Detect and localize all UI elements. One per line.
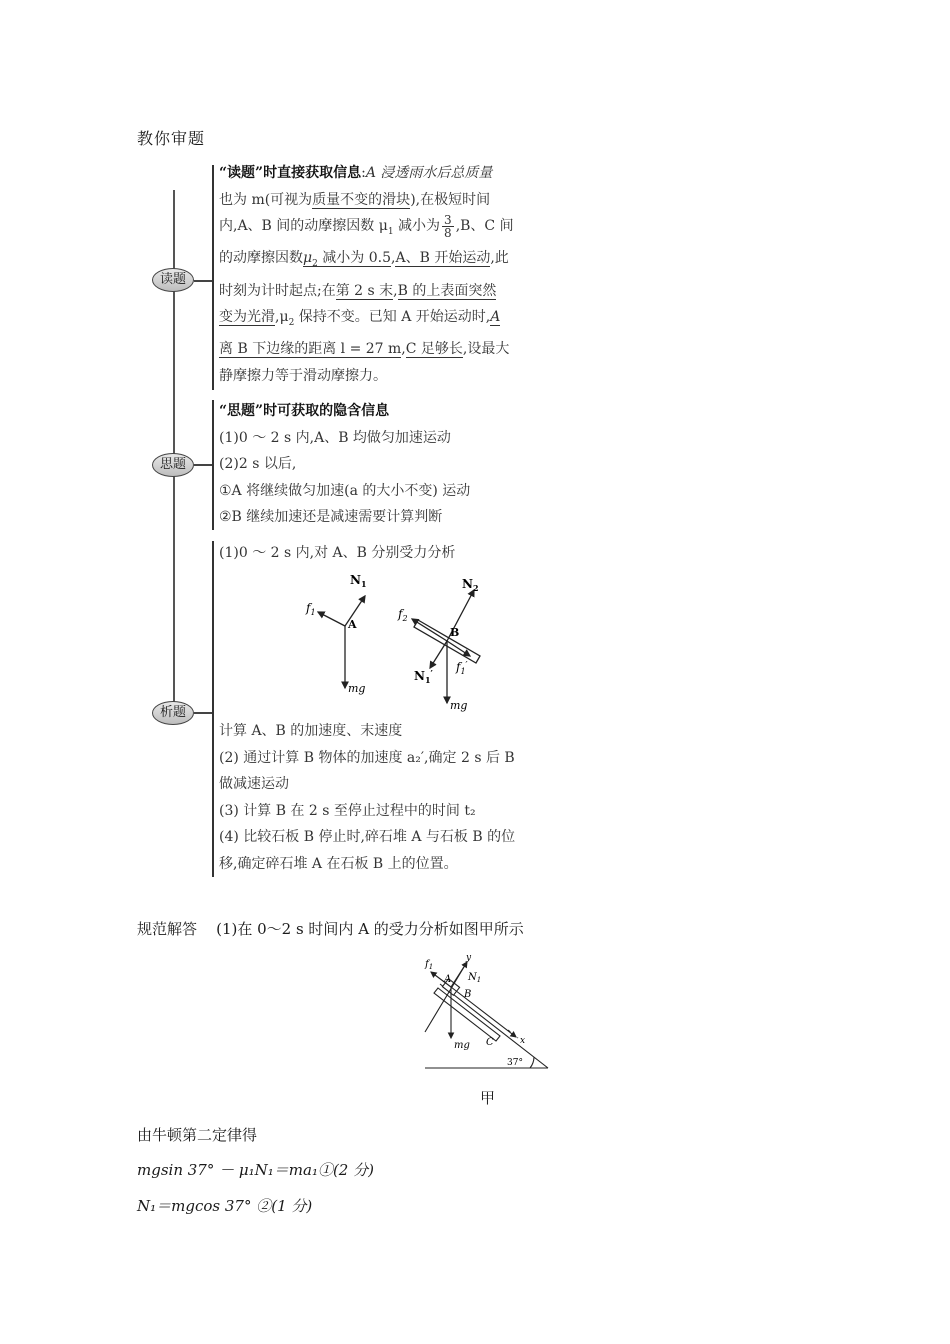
read-l5b: ,	[393, 282, 398, 299]
incline-x: x	[520, 1036, 526, 1046]
free-body-diagrams	[290, 568, 500, 718]
read-l5u1: 第 2 s 末	[335, 282, 394, 299]
node-read: 读题	[152, 268, 194, 292]
incline-C: C	[486, 1037, 494, 1048]
read-l2a: 也为 m(可视为	[219, 191, 313, 208]
think-line: ②B 继续加速还是减速需要计算判断	[219, 509, 443, 525]
read-l3b: 减小为	[393, 218, 441, 234]
newton-law: 由牛顿第二定律得	[137, 1126, 258, 1144]
node-analyze: 析题	[152, 701, 194, 725]
incline-f: $f_1$	[425, 959, 434, 971]
incline-diagram	[420, 950, 555, 1075]
solution-prefix: 规范解答	[137, 920, 198, 938]
fbd-a-body: A	[348, 618, 357, 631]
analyze-line: (3) 计算 B 在 2 s 至停止过程中的时间 t₂	[219, 802, 476, 819]
read-l2b: ),在极短时间	[410, 191, 491, 208]
read-l3c: ,B、C 间	[455, 218, 514, 234]
fbd-b-f: $f_2$	[398, 607, 408, 623]
incline-N: $N_1$	[468, 972, 482, 984]
bracket-think	[212, 400, 214, 530]
think-title: “思题”时可获取的隐含信息	[219, 403, 390, 419]
incline-A: A	[444, 974, 452, 985]
incline-angle: 37°	[507, 1058, 523, 1068]
bracket-analyze	[212, 541, 214, 877]
analyze-line: 移,确定碎石堆 A 在石板 B 上的位置。	[219, 855, 458, 872]
read-l7u2: C 足够长	[405, 341, 463, 358]
analyze-line: (4) 比较石板 B 停止时,碎石堆 A 与石板 B 的位	[219, 829, 516, 845]
read-l6sub: 2	[288, 317, 295, 328]
analyze-line0: (1)0 ～ 2 s 内,对 A、B 分别受力分析	[219, 545, 456, 561]
read-l3sub: 1	[387, 226, 394, 237]
analyze-block	[219, 718, 571, 877]
read-l2u: 质量不变的滑块	[312, 191, 411, 208]
connector-analyze	[194, 712, 212, 714]
fbd-a-mg: mg	[348, 682, 366, 695]
figure-caption: 甲	[480, 1089, 496, 1107]
fbd-b-Nprime: $N_1'$	[414, 669, 433, 685]
equation-1: mgsin 37° － μ₁N₁＝ma₁①(2 分)	[137, 1161, 374, 1179]
analyze-block-top	[219, 540, 571, 567]
connector-read	[194, 280, 212, 282]
read-block: “读题”时直接获取信息:A 浸透雨水后总质量 也为 m(可视为质量不变的滑块),在极短时间 内,A、B 间的动摩擦因数 $\mu_1$ 减小为 $\frac{3}{8}$ ,B、C 间 的动摩擦因数$\mu_2$ 减小为 0.5,A、B 开始运动,此 时刻为计时起点;在第 2 s 末,B 的上表面突然 变为光滑$,\mu_2$ 保持不变。已知 A 开始运动时,A 离 B 下边缘的距离 l = 27 m,C 足够长,设最大 静摩擦力等于滑动摩擦力。	[219, 160, 571, 389]
solution-intro	[137, 918, 524, 939]
fbd-b-fprime: $f_1'$	[456, 660, 468, 676]
read-l6u2: A	[490, 309, 501, 326]
read-l7u: 离 B 下边缘的距离 l = 27 m	[219, 341, 402, 358]
read-l7a: ,	[401, 341, 406, 358]
think-block	[219, 398, 571, 531]
read-l6a: ,μ	[275, 309, 289, 326]
think-line: ①A 将继续做匀加速(a 的大小不变) 运动	[219, 482, 471, 499]
read-l4c: ,此	[490, 250, 509, 267]
incline-B: B	[464, 989, 472, 1000]
fraction-3-8: $\frac{3}{8}$	[444, 212, 452, 240]
read-l4u3: A、B 开始运动	[395, 250, 491, 267]
fbd-b-N: $N_2$	[462, 577, 479, 593]
read-l4u: $\mu_2$ 减小为 0.5	[303, 250, 392, 270]
fbd-b	[412, 590, 480, 703]
analyze-line: (2) 通过计算 B 物体的加速度 a₂′,确定 2 s 后 B	[219, 749, 515, 766]
read-title: “读题”时直接获取信息	[219, 165, 362, 181]
read-l8: 静摩擦力等于滑动摩擦力。	[219, 367, 387, 384]
read-l7b: ,设最大	[462, 341, 510, 358]
equation-2: N₁＝mgcos 37° ②(1 分)	[137, 1197, 313, 1215]
incline-y: y	[466, 953, 472, 963]
node-think: 思题	[152, 453, 194, 477]
think-line: (1)0 ～ 2 s 内,A、B 均做匀加速运动	[219, 429, 451, 446]
read-l6u: 变为光滑	[219, 309, 275, 326]
fbd-a	[318, 596, 365, 688]
read-l5u2: B 的上表面突然	[397, 282, 497, 299]
incline-mg: mg	[454, 1040, 470, 1051]
bracket-read	[212, 165, 214, 390]
solution-text: (1)在 0～2 s 时间内 A 的受力分析如图甲所示	[216, 920, 524, 938]
connector-think	[194, 464, 212, 466]
read-line1: A 浸透雨水后总质量	[365, 165, 493, 181]
fbd-a-f: $f_1$	[306, 601, 316, 617]
fbd-b-body: B	[450, 626, 460, 639]
section-heading: 教你审题	[137, 129, 206, 148]
fbd-b-mg: mg	[450, 699, 468, 712]
read-l5a: 时刻为计时起点;在	[219, 282, 336, 299]
read-l4b: ,	[391, 250, 396, 267]
think-line: (2)2 s 以后,	[219, 456, 297, 472]
analyze-line: 做减速运动	[219, 776, 289, 792]
fbd-a-N: $N_1$	[350, 573, 367, 589]
read-l6b: 保持不变。已知 A 开始运动时,	[294, 309, 491, 326]
analyze-line: 计算 A、B 的加速度、末速度	[219, 723, 403, 739]
read-l4a: 的动摩擦因数	[219, 250, 303, 267]
read-l3a: 内,A、B 间的动摩擦因数 μ	[219, 218, 388, 234]
